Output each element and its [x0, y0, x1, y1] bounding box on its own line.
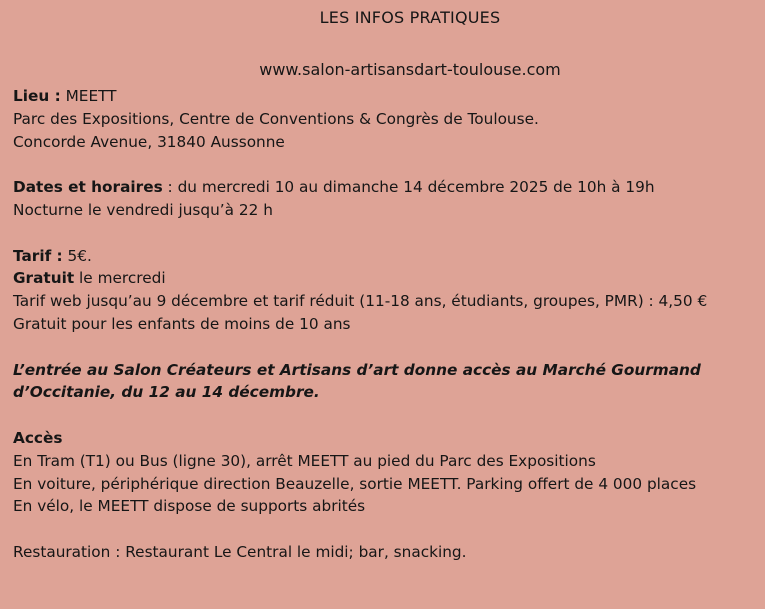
dates-value: : du mercredi 10 au dimanche 14 décembre 2025 de 10h à 19h [162, 178, 655, 197]
info-content [13, 85, 753, 564]
tarif-web-line: Tarif web jusqu’au 9 décembre et tarif réduit (11-18 ans, étudiants, groupes, PMR) : 4,50 € [13, 292, 708, 311]
page-title: LES INFOS PRATIQUES [319, 8, 501, 27]
nocturne-line: Nocturne le vendredi jusqu’à 22 h [13, 200, 273, 219]
tarif-label: Tarif : [13, 246, 63, 265]
section-gap [13, 518, 753, 541]
acces-tram-line: En Tram (T1) ou Bus (ligne 30), arrêt MEETT au pied du Parc des Expositions [13, 451, 596, 470]
tarif-value: 5€. [62, 246, 92, 265]
section-gap [13, 404, 753, 427]
acces-voiture-line: En voiture, périphérique direction Beauzelle, sortie MEETT. Parking offert de 4 000 places [13, 474, 697, 493]
dates-label: Dates et horaires [13, 178, 163, 197]
website-link[interactable] [0, 60, 765, 79]
acces-heading: Accès [13, 428, 63, 447]
gratuit-label: Gratuit [13, 269, 75, 288]
marche-gourmand-note: L’entrée au Salon Créateurs et Artisans d’art donne accès au Marché Gourmand d’Occitanie, du 12 au 14 décembre. [13, 360, 701, 402]
acces-velo-line: En vélo, le MEETT dispose de supports abrités [13, 497, 366, 516]
gratuit-value: le mercredi [74, 269, 166, 288]
tarif-enfants-line: Gratuit pour les enfants de moins de 10 ans [13, 314, 351, 333]
section-gap [13, 222, 753, 245]
lieu-label: Lieu : [13, 87, 61, 105]
lieu-line [13, 85, 753, 108]
lieu-address-line-1: Parc des Expositions, Centre de Conventions & Congrès de Toulouse. [13, 109, 539, 128]
dates-line [13, 176, 753, 199]
tarif-line [13, 245, 753, 268]
gratuit-line [13, 267, 753, 290]
section-gap [13, 336, 753, 359]
restauration-line: Restauration : Restaurant Le Central le midi; bar, snacking. [13, 542, 467, 561]
lieu-value: MEETT [65, 87, 117, 105]
website-url[interactable]: www.salon-artisansdart-toulouse.com [259, 60, 561, 79]
section-gap [13, 153, 753, 176]
lieu-address-line-2: Concorde Avenue, 31840 Aussonne [13, 132, 285, 151]
